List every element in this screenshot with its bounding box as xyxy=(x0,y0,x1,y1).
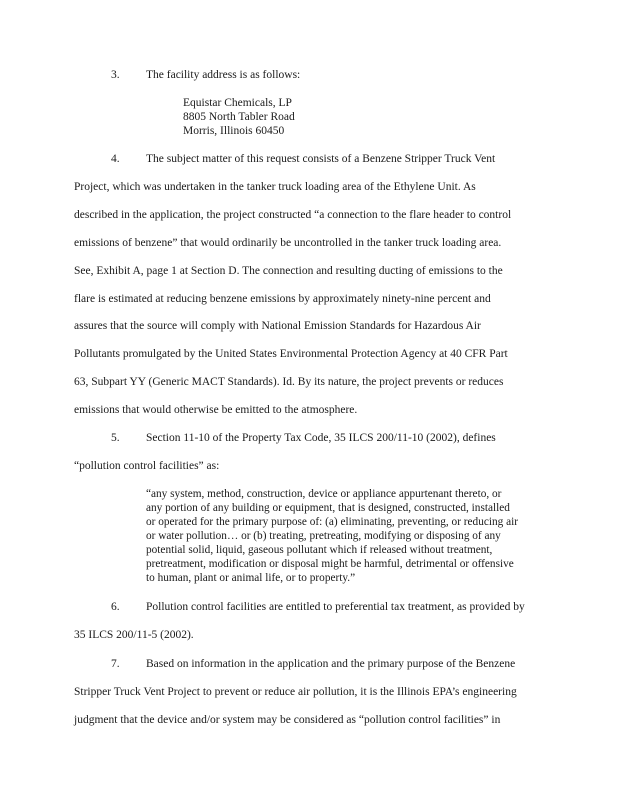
paragraph-4-line: described in the application, the project constructed “a connection to the flare header to control xyxy=(74,209,512,221)
paragraph-4-line: emissions of benzene” that would ordinarily be uncontrolled in the tanker truck loading area. xyxy=(74,237,502,249)
paragraph-4-line: emissions that would otherwise be emitted to the atmosphere. xyxy=(74,404,358,416)
address-line-city: Morris, Illinois 60450 xyxy=(183,125,285,137)
address-line-street: 8805 North Tabler Road xyxy=(183,111,295,123)
paragraph-4-line: See, Exhibit A, page 1 at Section D. The connection and resulting ducting of emissions to the xyxy=(74,265,503,277)
paragraph-number-6: 6. xyxy=(111,601,120,613)
paragraph-7-line: Stripper Truck Vent Project to prevent or reduce air pollution, it is the Illinois EPA’s engineering xyxy=(74,686,517,698)
quote-line: to human, plant or animal life, or to property.” xyxy=(146,572,356,584)
paragraph-7-line: judgment that the device and/or system may be considered as “pollution control facilities” in xyxy=(74,714,501,726)
paragraph-5-line: “pollution control facilities” as: xyxy=(74,460,220,472)
quote-line: any portion of any building or equipment, that is designed, constructed, installed xyxy=(146,502,510,514)
paragraph-4-line: Project, which was undertaken in the tanker truck loading area of the Ethylene Unit. As xyxy=(74,181,476,193)
address-line-company: Equistar Chemicals, LP xyxy=(183,97,292,109)
paragraph-number-3: 3. xyxy=(111,69,120,81)
paragraph-number-4: 4. xyxy=(111,153,120,165)
paragraph-number-5: 5. xyxy=(111,432,120,444)
paragraph-number-7: 7. xyxy=(111,658,120,670)
quote-line: or water pollution… or (b) treating, pretreating, modifying or disposing of any xyxy=(146,530,501,542)
quote-line: “any system, method, construction, device or appliance appurtenant thereto, or xyxy=(146,488,502,500)
paragraph-4-line: flare is estimated at reducing benzene emissions by approximately ninety-nine percent and xyxy=(74,293,491,305)
paragraph-7-line: Based on information in the application and the primary purpose of the Benzene xyxy=(146,658,516,670)
paragraph-4-line: assures that the source will comply with National Emission Standards for Hazardous Air xyxy=(74,320,481,332)
paragraph-4-line: 63, Subpart YY (Generic MACT Standards). Id. By its nature, the project prevents or reduces xyxy=(74,376,504,388)
paragraph-5-line: Section 11-10 of the Property Tax Code, 35 ILCS 200/11-10 (2002), defines xyxy=(146,432,496,444)
quote-line: potential solid, liquid, gaseous pollutant which if released without treatment, xyxy=(146,544,493,556)
quote-line: pretreatment, modification or disposal might be harmful, detrimental or offensive xyxy=(146,558,514,570)
paragraph-3-intro: The facility address is as follows: xyxy=(146,69,301,81)
paragraph-6-line: 35 ILCS 200/11-5 (2002). xyxy=(74,629,194,641)
paragraph-4-line: Pollutants promulgated by the United States Environmental Protection Agency at 40 CFR Part xyxy=(74,348,508,360)
paragraph-6-line: Pollution control facilities are entitled to preferential tax treatment, as provided by xyxy=(146,601,525,613)
paragraph-4-line: The subject matter of this request consists of a Benzene Stripper Truck Vent xyxy=(146,153,496,165)
quote-line: or operated for the primary purpose of: (a) eliminating, preventing, or reducing air xyxy=(146,516,519,528)
